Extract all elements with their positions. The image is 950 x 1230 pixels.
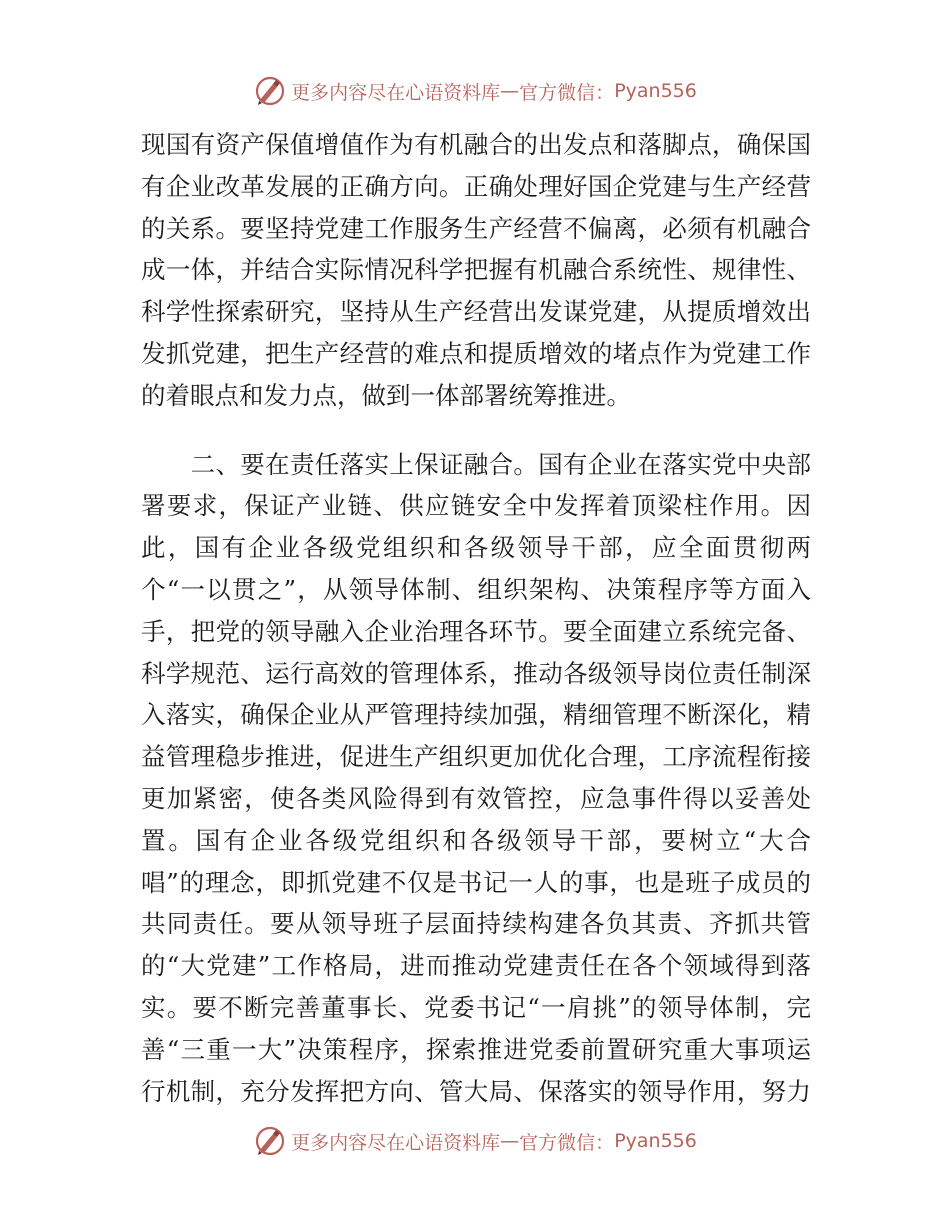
watermark-brand: 更多内容尽在心语资料库 (291, 1131, 501, 1154)
text-line: 署要求，保证产业链、供应链安全中发挥着顶梁柱作用。因 (141, 491, 811, 521)
paragraph-1 (141, 124, 811, 417)
pen-logo-icon (253, 74, 287, 108)
watermark-dash: — (500, 80, 520, 102)
text-line: 的着眼点和发力点，做到一体部署统筹推进。 (141, 380, 631, 410)
watermark-wechat-id: Pyan556 (614, 1130, 697, 1152)
text-line: 此，国有企业各级党组织和各级领导干部，应全面贯彻两 (141, 533, 811, 563)
text-line: 有企业改革发展的正确方向。正确处理好国企党建与生产经营 (141, 171, 811, 201)
text-line: 入落实，确保企业从严管理持续加强，精细管理不断深化，精 (141, 700, 811, 730)
text-line: 现国有资产保值增值作为有机融合的出发点和落脚点，确保国 (141, 130, 811, 159)
watermark-contact-label: 官方微信： (519, 1131, 615, 1154)
watermark-footer (0, 1121, 950, 1161)
text-line: 善“三重一大”决策程序，探索推进党委前置研究重大事项运 (141, 1034, 811, 1064)
paragraph-gap (141, 417, 811, 444)
text-line: 益管理稳步推进，促进生产组织更加优化合理，工序流程衔接 (141, 742, 811, 772)
text-line: 科学性探索研究，坚持从生产经营出发谋党建，从提质增效出 (141, 297, 811, 327)
text-line: 二、要在责任落实上保证融合。国有企业在落实党中央部 (141, 449, 811, 479)
paragraph-2 (141, 444, 811, 1113)
text-line: 置。国有企业各级党组织和各级领导干部，要树立“大合 (141, 825, 811, 855)
text-line: 手，把党的领导融入企业治理各环节。要全面建立系统完备、 (141, 616, 811, 646)
text-line: 实。要不断完善董事长、党委书记“一肩挑”的领导体制，完 (141, 992, 811, 1022)
watermark-dash: — (500, 1130, 520, 1152)
pen-logo-icon (253, 1124, 287, 1158)
watermark-wechat-id: Pyan556 (614, 80, 697, 102)
watermark-brand: 更多内容尽在心语资料库 (291, 81, 501, 104)
text-line: 发抓党建，把生产经营的难点和提质增效的堵点作为党建工作 (141, 338, 811, 368)
text-line: 科学规范、运行高效的管理体系，推动各级领导岗位责任制深 (141, 658, 811, 688)
watermark-header (0, 71, 950, 111)
text-line: 更加紧密，使各类风险得到有效管控，应急事件得以妥善处 (141, 783, 811, 813)
text-line: 唱”的理念，即抓党建不仅是书记一人的事，也是班子成员的 (141, 867, 811, 897)
watermark-contact-label: 官方微信： (519, 81, 615, 104)
text-line: 行机制，充分发挥把方向、管大局、保落实的领导作用，努力 (141, 1076, 811, 1106)
text-line: 的关系。要坚持党建工作服务生产经营不偏离，必须有机融合 (141, 213, 811, 243)
document-body (141, 124, 811, 1112)
text-line: 的“大党建”工作格局，进而推动党建责任在各个领域得到落 (141, 951, 811, 981)
text-line: 个“一以贯之”，从领导体制、组织架构、决策程序等方面入 (141, 574, 811, 604)
text-line: 成一体，并结合实际情况科学把握有机融合系统性、规律性、 (141, 255, 811, 285)
text-line: 共同责任。要从领导班子层面持续构建各负其责、齐抓共管 (141, 909, 811, 939)
